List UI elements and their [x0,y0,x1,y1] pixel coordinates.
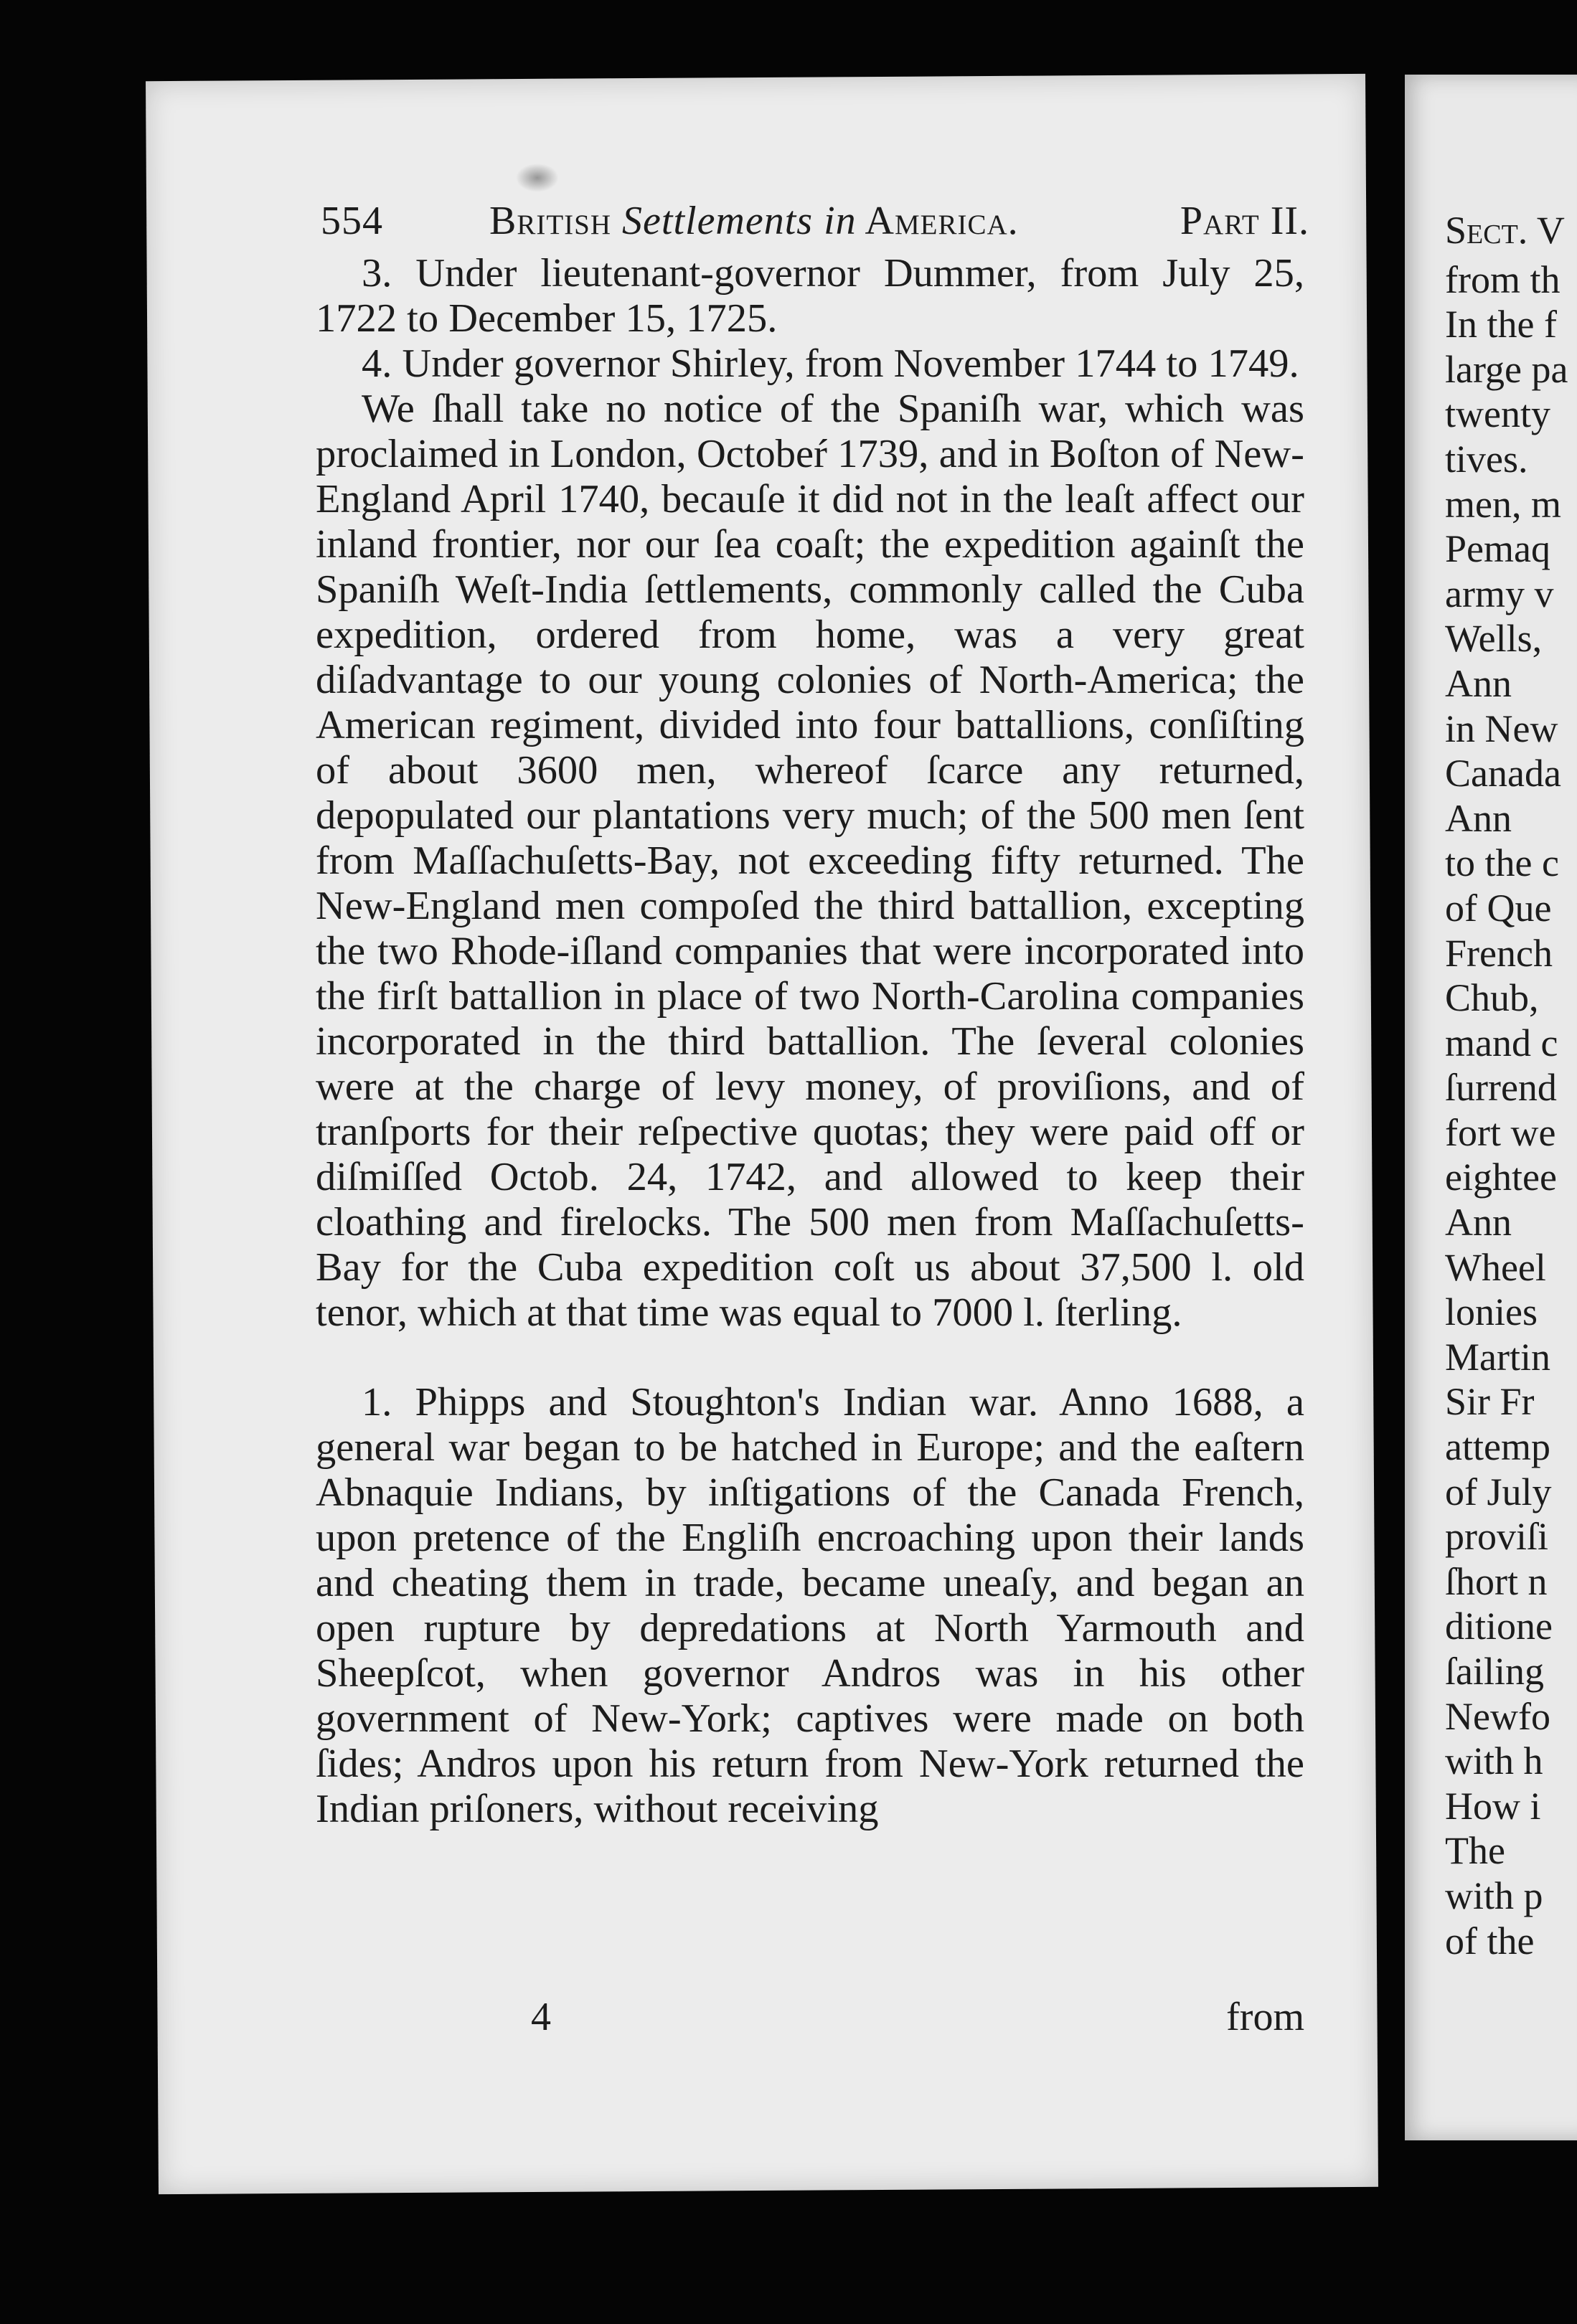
facing-line: The [1445,1829,1505,1873]
facing-line: Wells, [1445,617,1543,661]
facing-line: Pemaq [1445,527,1550,571]
facing-line: ſailing [1445,1650,1544,1693]
facing-line: of July [1445,1470,1552,1513]
facing-line: French [1445,931,1553,975]
facing-line: ditione [1445,1605,1553,1648]
facing-line: men, m [1445,482,1561,526]
page-number: 554 [321,199,383,243]
facing-line: of the [1445,1919,1535,1962]
catchline [316,1994,1304,2044]
facing-line: Ann [1445,796,1512,840]
signature-mark: 4 [531,1995,551,2039]
facing-line: lonies [1445,1290,1538,1334]
paragraph-dummer: 3. Under lieutenant-governor Dummer, from July 25, 1722 to December 15, 1725. [316,251,1304,341]
facing-line: How i [1445,1784,1541,1828]
running-title: British Settlements in America. [489,199,1019,243]
facing-line: proviſi [1445,1515,1548,1559]
facing-line: Chub, [1445,976,1539,1020]
catchword: from [1226,1995,1304,2039]
facing-line: Ann [1445,1201,1512,1244]
facing-line: tives. [1445,437,1528,481]
facing-line: ſhort n [1445,1559,1548,1603]
facing-page-text [1445,208,1577,1963]
facing-line: Wheel [1445,1245,1546,1289]
facing-line: to the c [1445,841,1559,885]
paragraph-phipps-war: 1. Phipps and Stoughton's Indian war. Anno 1688, a general war began to be hatched in Europe; and the eaſtern Abnaquie Indians, by inſtigations of the Canada French, upon pretence of the Engliſh encroaching upon their lands and cheating them in trade, became uneaſy, and began an open rupture by depredations at North Yarmouth and Sheepſcot, when governor Andros was in his other government of New-York; captives were made on both ſides; Andros upon his return from New-York returned the Indian priſoners, without receiving [316,1380,1304,1831]
facing-line: ſurrend [1445,1066,1557,1110]
facing-line: In the f [1445,303,1557,346]
facing-line: Canada [1445,752,1561,795]
facing-line: from th [1445,258,1560,301]
running-header [321,192,1309,252]
facing-line: with h [1445,1739,1543,1783]
facing-line: Ann [1445,661,1512,705]
facing-line: army v [1445,572,1554,615]
facing-line: eightee [1445,1156,1557,1199]
facing-line: Sir Fr [1445,1380,1535,1424]
facing-line: in New [1445,707,1558,750]
facing-line: mand c [1445,1021,1558,1064]
facing-line: Newfo [1445,1694,1550,1738]
facing-line: fort we [1445,1110,1556,1154]
facing-page-header: Sect. V [1445,209,1565,252]
part-label: Part II. [1180,199,1309,243]
ink-smudge [516,164,559,192]
facing-line: of Que [1445,886,1552,930]
facing-line: large pa [1445,347,1568,391]
paragraph-shirley: 4. Under governor Shirley, from November 1744 to 1749. [362,341,1299,386]
facing-line: with p [1445,1874,1543,1917]
facing-line: attemp [1445,1425,1550,1469]
facing-line: twenty [1445,392,1550,436]
main-text [316,251,1304,1832]
paragraph-spanish-war: We ſhall take no notice of the Spaniſh war, which was proclaimed in London, Octobeŕ 1739, and in Boſton of New-England April 1740, becauſe it did not in the leaſt affect our inland frontier, nor our ſea coaſt; the expedition againſt the Spaniſh Weſt-India ſettlements, commonly called the Cuba expedition, ordered from home, was a very great diſadvantage to our young colonies of North-America; the American regiment, divided into four battallions, conſiſting of about 3600 men, whereof ſcarce any returned, depopulated our plantations very much; of the 500 men ſent from Maſſachuſetts-Bay, not exceeding fifty returned. The New-England men compoſed the third battallion, excepting the two Rhode-iſland companies that were incorporated into the firſt battallion in place of two North-Carolina companies incorporated in the third battallion. The ſeveral colonies were at the charge of levy money, of proviſions, and of tranſports for their reſpective quotas; they were paid off or diſmiſſed Octob. 24, 1742, and allowed to keep their cloathing and firelocks. The 500 men from Maſſachuſetts-Bay for the Cuba expedition coſt us about 37,500 l. old tenor, which at that time was equal to 7000 l. ſterling. [316,387,1304,1335]
facing-line: Martin [1445,1335,1550,1379]
